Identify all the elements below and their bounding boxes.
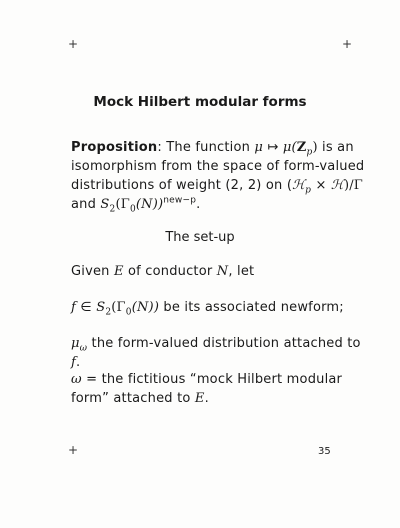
crop-mark-top-left: + xyxy=(68,37,79,51)
e-symbol: E xyxy=(113,264,124,279)
proposition-end: . xyxy=(196,197,201,212)
period-2: . xyxy=(204,391,209,406)
mu-omega: μ xyxy=(71,336,80,351)
e-symbol-2: E xyxy=(194,391,205,406)
setup-heading: The set-up xyxy=(165,230,235,245)
superscript-new-p: new−p xyxy=(163,195,197,206)
level-n-2: (N)) xyxy=(131,300,160,315)
line-distribution xyxy=(71,334,371,372)
calligraphic-h-2: ℋ xyxy=(330,178,344,193)
omega-symbol: ω xyxy=(71,372,82,387)
subscript-0b: 0 xyxy=(125,307,132,318)
calligraphic-h: ℋ xyxy=(292,178,306,193)
proposition-paragraph xyxy=(71,138,371,214)
mapsto-symbol: ↦ xyxy=(263,140,283,155)
proposition-text-2: is an isomorphism from the space of form-valued distributions of weight (2, 2) on ( xyxy=(71,140,365,193)
page-number: 35 xyxy=(318,446,331,457)
distribution-text: the form-valued distribution attached to xyxy=(87,336,361,351)
subscript-2b: 2 xyxy=(105,307,112,318)
mu-symbol: μ xyxy=(254,140,264,155)
newform-text: be its associated newform; xyxy=(159,300,344,315)
given-text-b: of conductor xyxy=(123,264,217,279)
crop-mark-top-right: + xyxy=(342,37,353,51)
f-symbol: f xyxy=(71,300,77,315)
proposition-label: Proposition xyxy=(71,140,158,155)
line-newform xyxy=(71,298,371,317)
s-symbol: S xyxy=(100,197,110,212)
subscript-0: 0 xyxy=(129,204,136,215)
subscript-omega: ω xyxy=(79,343,88,354)
n-symbol: N xyxy=(216,264,229,279)
proposition-text-1: : The function xyxy=(157,140,255,155)
z-bold: Z xyxy=(296,140,307,155)
gamma-open-2: (Γ xyxy=(111,300,126,315)
mu-open: μ( xyxy=(282,140,297,155)
in-symbol: ∈ xyxy=(76,300,97,315)
close-paren: ) xyxy=(312,140,318,155)
given-text-a: Given xyxy=(71,264,114,279)
gamma-quotient: )/Γ xyxy=(343,178,364,193)
level-n: (N)) xyxy=(135,197,164,212)
page-title: Mock Hilbert modular forms xyxy=(93,94,307,110)
given-text-c: , let xyxy=(228,264,255,279)
line-given xyxy=(71,262,371,281)
subscript-p: p xyxy=(306,147,313,158)
period: . xyxy=(76,355,81,370)
line-omega xyxy=(71,370,371,408)
omega-text: = the fictitious “mock Hilbert modular form” attached to xyxy=(71,372,343,406)
times-symbol: × xyxy=(311,178,331,193)
crop-mark-bottom-left: + xyxy=(68,443,79,457)
subscript-p-2: p xyxy=(305,185,312,196)
gamma-open: (Γ xyxy=(115,197,130,212)
f-symbol-2: f xyxy=(71,355,77,370)
s-symbol-2: S xyxy=(96,300,106,315)
subscript-2: 2 xyxy=(109,204,116,215)
proposition-text-3: and xyxy=(71,197,101,212)
